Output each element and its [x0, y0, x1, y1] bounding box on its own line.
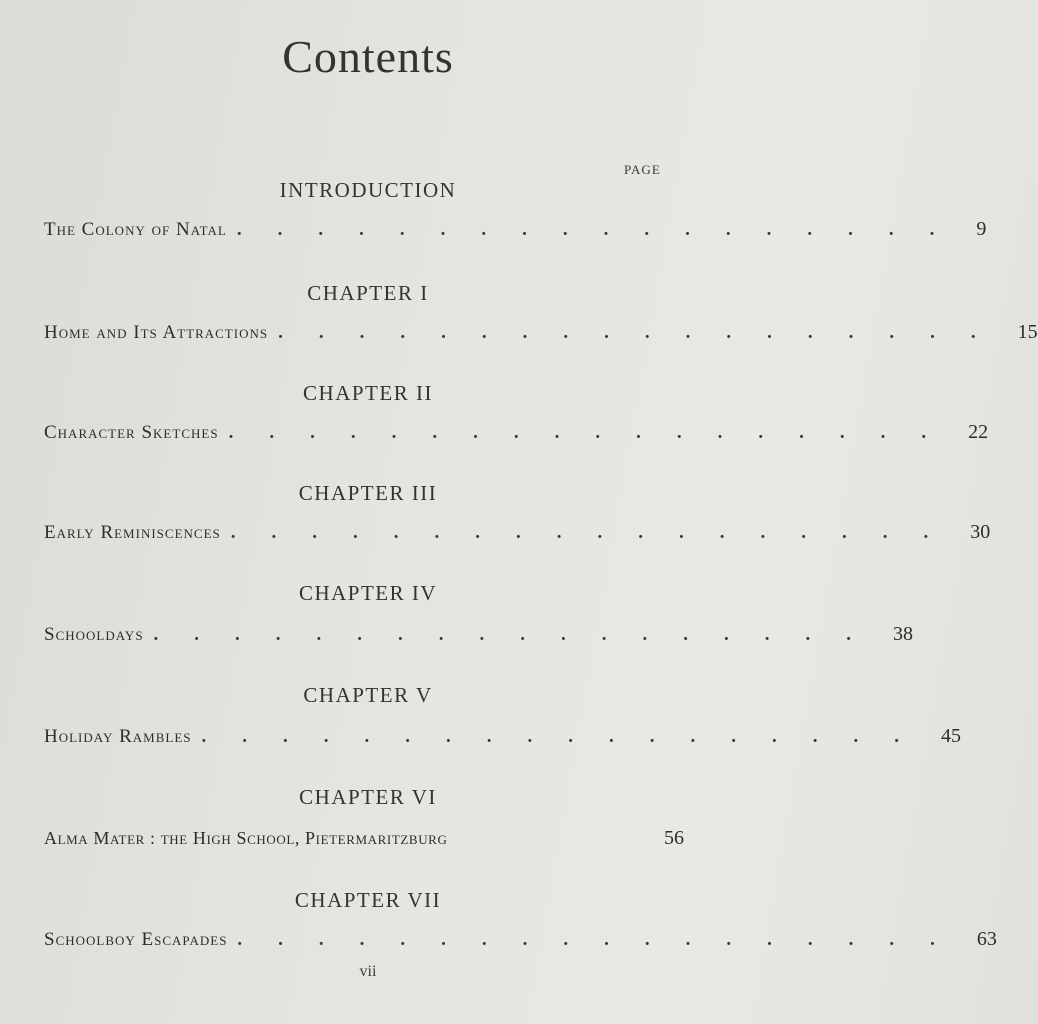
toc-section-chapter-6 [0, 785, 736, 865]
toc-entry[interactable] [44, 218, 987, 248]
toc-section-chapter-4 [0, 581, 914, 661]
dot-leader: .................. [228, 422, 963, 443]
section-heading: CHAPTER III [298, 481, 438, 505]
section-heading: CHAPTER VI [299, 785, 437, 809]
page-column-label: PAGE [624, 162, 661, 177]
toc-entry[interactable] [44, 725, 962, 755]
toc-entry[interactable] [44, 321, 1038, 351]
entry-title: Character Sketches [44, 422, 219, 443]
entry-page-number: 15 [1017, 321, 1038, 343]
page-title: Contents [282, 31, 454, 82]
dot-leader: .................. [278, 322, 1012, 343]
toc-entry[interactable] [44, 521, 991, 551]
section-heading: CHAPTER II [303, 381, 433, 405]
entry-title: Home and Its Attractions [44, 322, 269, 343]
toc-section-chapter-5 [0, 683, 962, 763]
section-heading: CHAPTER IV [298, 581, 438, 605]
section-heading: CHAPTER VII [294, 888, 442, 912]
entry-title: The Colony of Natal [44, 219, 227, 240]
toc-entry[interactable] [44, 827, 684, 857]
toc-entry[interactable] [44, 928, 997, 958]
section-heading: CHAPTER I [307, 281, 429, 305]
entry-page-number: 30 [970, 521, 991, 543]
section-heading: INTRODUCTION [279, 178, 457, 202]
entry-title: Holiday Rambles [44, 726, 192, 747]
entry-page-number: 56 [664, 827, 684, 849]
section-heading: CHAPTER V [303, 683, 433, 707]
toc-entry[interactable] [44, 623, 914, 653]
entry-page-number: 63 [976, 928, 997, 950]
dot-leader: .................. [153, 624, 888, 645]
dot-leader: .................. [236, 219, 971, 240]
entry-page-number: 45 [941, 725, 962, 747]
toc-entry[interactable] [44, 421, 989, 451]
entry-page-number: 38 [893, 623, 914, 645]
toc-section-chapter-3 [0, 481, 991, 561]
toc-section-chapter-2 [0, 381, 989, 461]
toc-section-chapter-1 [0, 281, 1038, 361]
entry-page-number: 22 [968, 421, 989, 443]
toc-section-introduction [0, 178, 987, 258]
entry-title: Early Reminiscences [44, 522, 221, 543]
entry-title: Alma Mater : the High School, Pietermaritzburg [44, 828, 448, 848]
dot-leader: .................. [201, 726, 936, 747]
entry-title: Schoolboy Escapades [44, 929, 228, 950]
toc-section-chapter-7 [0, 888, 997, 968]
entry-title: Schooldays [44, 624, 144, 645]
entry-page-number: 9 [976, 218, 987, 240]
dot-leader: .................. [230, 522, 965, 543]
page-folio: vii [359, 963, 377, 980]
dot-leader: .................. [237, 929, 971, 950]
